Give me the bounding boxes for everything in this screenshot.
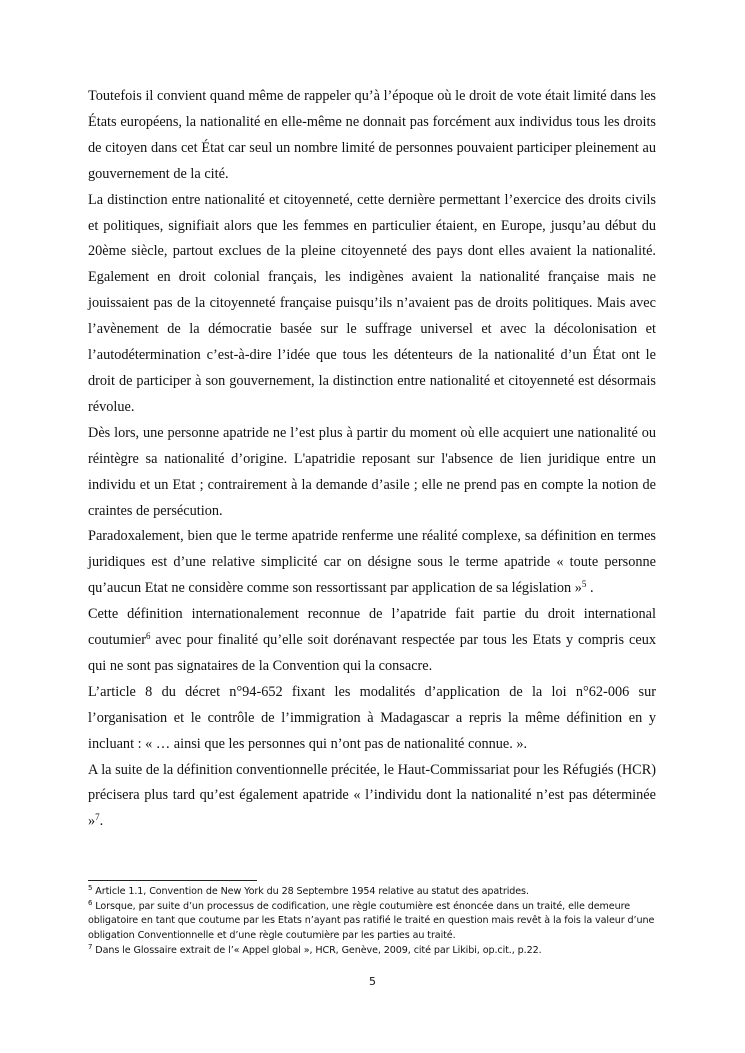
footnotes — [88, 885, 658, 959]
paragraph-4-text: Paradoxalement, bien que le terme apatride renferme une réalité complexe, sa définition en termes juridiques est d’une relative simplicité car on désigne sous le terme apatride « toute personne qu’aucun Etat ne considère comme son ressortissant par application de sa législation » — [88, 528, 656, 597]
paragraph-5 — [88, 602, 656, 680]
footnote-text: Dans le Glossaire extrait de l’« Appel global », HCR, Genève, 2009, cité par Likibi, op.cit., p.22. — [92, 944, 542, 956]
footnote-ref-5[interactable]: 5 — [581, 579, 587, 590]
footnote-text: Article 1.1, Convention de New York du 28 Septembre 1954 relative au statut des apatrides. — [92, 886, 529, 897]
footnote-ref-6[interactable]: 6 — [145, 631, 151, 642]
paragraph-1: Toutefois il convient quand même de rappeler qu’à l’époque où le droit de vote était limité dans les États européens, la nationalité en elle-même ne donnait pas forcément aux individus tous les droits de citoyen dans cet État car seul un nombre limité de personnes pouvaient participer pleinement au gouvernement de la cité. — [88, 88, 656, 182]
footnote-number: 5 — [88, 884, 93, 892]
footnote-separator — [88, 880, 257, 881]
paragraph-4 — [88, 524, 656, 602]
page-number: 5 — [369, 975, 376, 988]
paragraph-3: Dès lors, une personne apatride ne l’est plus à partir du moment où elle acquiert une nationalité ou réintègre sa nationalité d’origine. L'apatridie reposant sur l'absence de lien juridique entre un individu et un Etat ; contrairement à la demande d’asile ; elle ne prend pas en compte la notion de craintes de persécution. — [88, 424, 656, 519]
paragraph-7-tail: . — [99, 813, 104, 830]
footnote-ref-7[interactable]: 7 — [95, 812, 100, 823]
footnote-text: Lorsque, par suite d’un processus de codification, une règle coutumière est énoncée dans un traité, elle demeure obligatoire en tant que coutume par les Etats n’ayant pas ratifié le traité en question mais revêt à la fois la valeur d’une obligation Conventionnelle et d’une règle coutumière par les parties au traité. — [88, 900, 655, 942]
paragraph-5-text-after: avec pour finalité qu’elle soit dorénavant respectée par tous les Etats y compris ceux qui ne sont pas signataires de la Convention qui la consacre. — [88, 632, 656, 674]
footnote-6 — [88, 900, 658, 944]
footnote-number: 6 — [88, 898, 93, 907]
footnote-5 — [88, 885, 658, 900]
paragraph-7 — [88, 758, 656, 836]
paragraph-5-text-before: Cette définition internationalement reconnue de l’apatride fait partie du droit international coutumier — [88, 606, 656, 649]
paragraph-7-text: A la suite de la définition conventionnelle précitée, le Haut-Commissariat pour les Réfugiés (HCR) précisera plus tard qu’est également apatride « l’individu dont la nationalité n’est pas déterminée » — [88, 761, 656, 830]
footnote-number: 7 — [88, 942, 93, 951]
body-text — [88, 84, 656, 835]
paragraph-6: L’article 8 du décret n°94-652 fixant les modalités d’application de la loi n°62-006 sur l’organisation et le contrôle de l’immigration à Madagascar a repris la même définition en y incluant : « … ainsi que les personnes qui n’ont pas de nationalité connue. ». — [88, 683, 656, 752]
paragraph-4-tail: . — [586, 580, 594, 597]
paragraph-2: La distinction entre nationalité et citoyenneté, cette dernière permettant l’exercice des droits civils et politiques, signifiait alors que les femmes en particulier étaient, en Europe, jusqu’au début du 20ème siècle, partout exclues de la pleine citoyenneté des pays dont elles avaient la nationalité. Egalement en droit colonial français, les indigènes avaient la nationalité française mais ne jouissaient pas de la citoyenneté française puisqu’ils n’avaient pas de droits politiques. Mais avec l’avènement de la démocratie basée sur le suffrage universel et avec la décolonisation et l’autodétermination c’est-à-dire l’idée que tous les détenteurs de la nationalité d’un État ont le droit de participer à son gouvernement, la distinction entre nationalité et citoyenneté est désormais révolue. — [88, 191, 656, 415]
footnote-7 — [88, 944, 658, 959]
